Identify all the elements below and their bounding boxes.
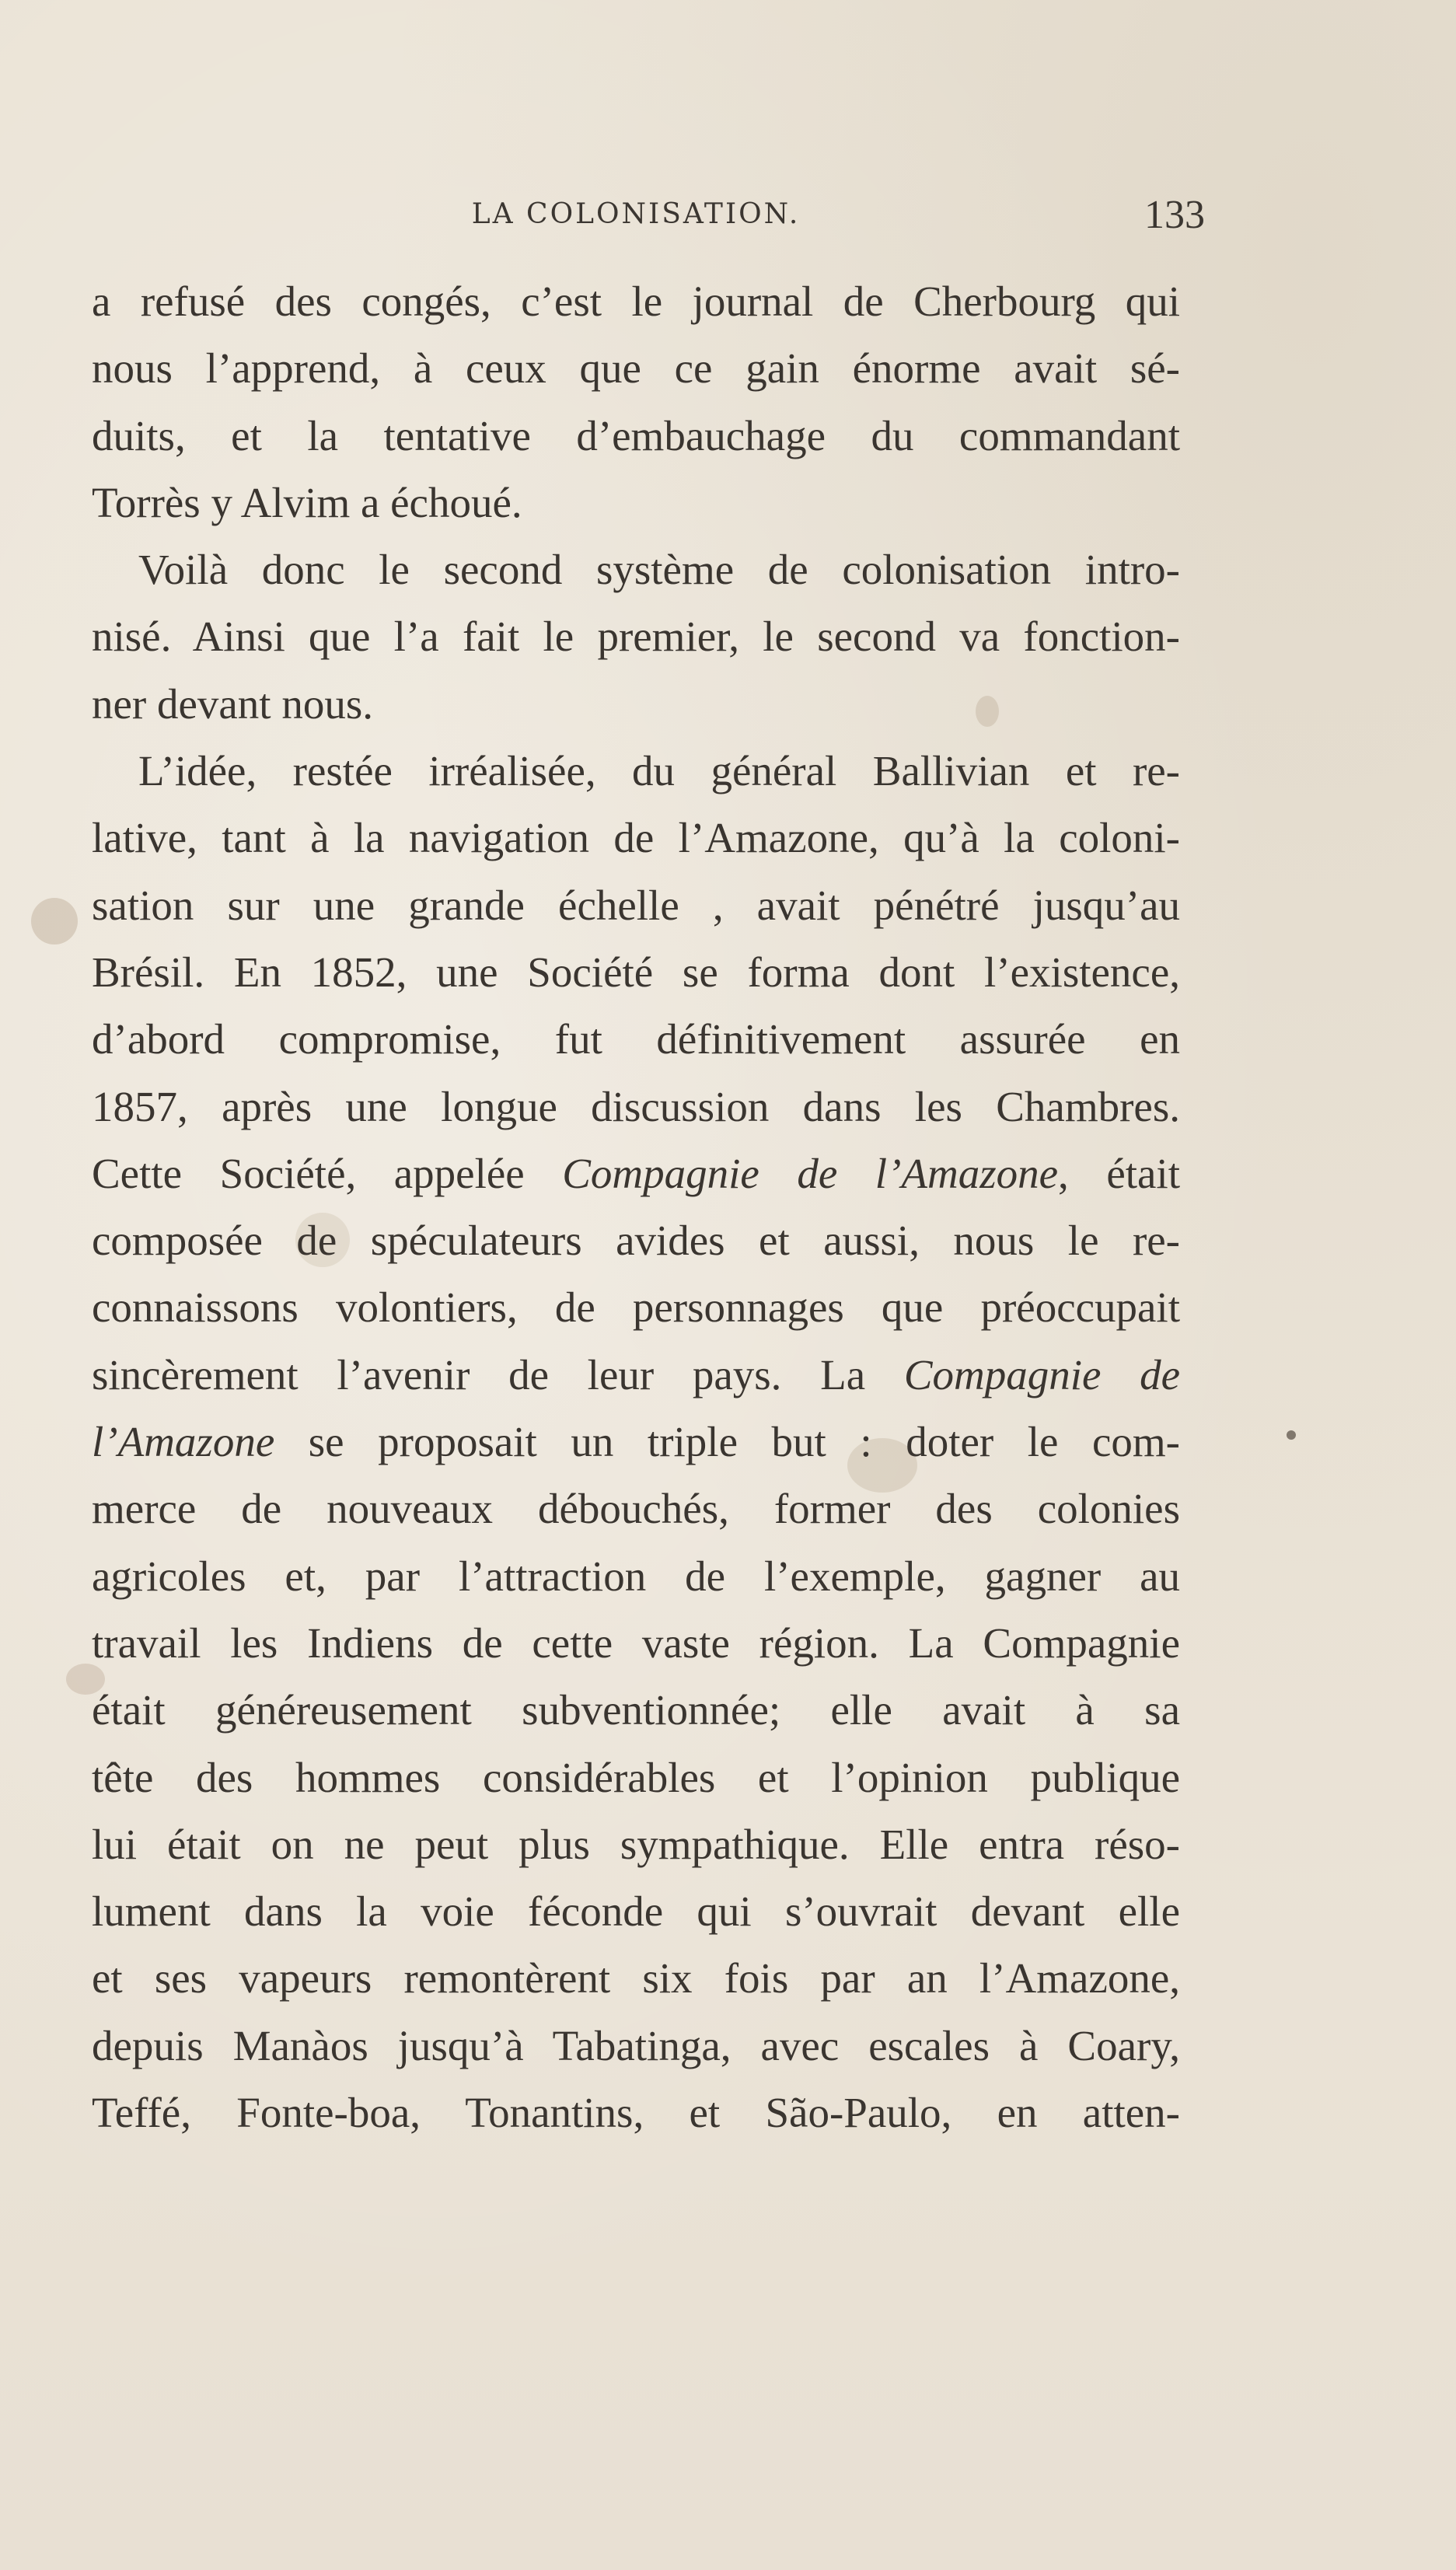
- text-line: nous l’apprend, à ceux que ce gain énorme avait sé-: [92, 344, 1180, 393]
- text-line: a refusé des congés, c’est le journal de Cherbourg qui: [92, 278, 1180, 325]
- text-segment: sincèrement l’avenir de leur pays. La: [92, 1350, 904, 1398]
- text-line: composée de spéculateurs avides et aussi, nous le re-: [92, 1217, 1180, 1265]
- text-line: était généreusement subventionnée; elle avait à sa: [92, 1686, 1180, 1734]
- text-line: et ses vapeurs remontèrent six fois par an l’Amazone,: [92, 1954, 1180, 2003]
- text-line: lui était on ne peut plus sympathique. Elle entra réso-: [92, 1820, 1180, 1868]
- text-line: connaissons volontiers, de personnages que préoccupait: [92, 1283, 1180, 1332]
- page-number: 133: [1144, 193, 1205, 237]
- text-line: [92, 1409, 1180, 1475]
- text-line: duits, et la tentative d’embauchage du commandant: [92, 411, 1180, 459]
- text-line: sation sur une grande échelle , avait pénétré jusqu’au: [92, 881, 1180, 929]
- text-segment: se proposait un triple but : doter le com-: [274, 1418, 1180, 1466]
- text-line: Brésil. En 1852, une Société se forma dont l’existence,: [92, 948, 1180, 996]
- text-segment: Cette Société, appelée: [92, 1149, 563, 1197]
- text-line: depuis Manàos jusqu’à Tabatinga, avec escales à Coary,: [92, 2021, 1180, 2069]
- text-line: [92, 1140, 1180, 1207]
- italic-title: Compagnie de: [903, 1350, 1181, 1398]
- text-line: L’idée, restée irréalisée, du général Ballivian et re-: [138, 747, 1180, 795]
- running-head: LA COLONISATION.: [471, 198, 801, 230]
- text-line: agricoles et, par l’attraction de l’exemple, gagner au: [92, 1552, 1180, 1600]
- foxing-stain: [1287, 1430, 1296, 1440]
- text-line: lative, tant à la navigation de l’Amazone, qu’à la coloni-: [92, 814, 1180, 862]
- text-line: Torrès y Alvim a échoué.: [92, 478, 522, 526]
- body-text: [92, 268, 1180, 2146]
- text-line: tête des hommes considérables et l’opinion publique: [92, 1753, 1180, 1801]
- text-line: Teffé, Fonte-boa, Tonantins, et São-Paulo, en atten-: [92, 2089, 1180, 2137]
- text-line: merce de nouveaux débouchés, former des colonies: [92, 1485, 1180, 1533]
- text-line: travail les Indiens de cette vaste région. La Compagnie: [92, 1618, 1180, 1667]
- page-header: [92, 193, 1205, 245]
- text-line: lument dans la voie féconde qui s’ouvrait devant elle: [92, 1887, 1180, 1936]
- text-line: nisé. Ainsi que l’a fait le premier, le second va fonction-: [92, 613, 1180, 661]
- text-line: d’abord compromise, fut définitivement assurée en: [92, 1015, 1180, 1063]
- text-line: 1857, après une longue discussion dans les Chambres.: [92, 1082, 1180, 1130]
- italic-title: l’Amazone: [92, 1418, 275, 1466]
- italic-title: Compagnie de l’Amazone: [562, 1149, 1059, 1197]
- text-line: [92, 1342, 1180, 1409]
- foxing-stain: [31, 898, 78, 945]
- text-segment: , était: [1058, 1149, 1180, 1197]
- text-line: ner devant nous.: [92, 679, 373, 728]
- text-line: Voilà donc le second système de colonisation intro-: [138, 546, 1180, 594]
